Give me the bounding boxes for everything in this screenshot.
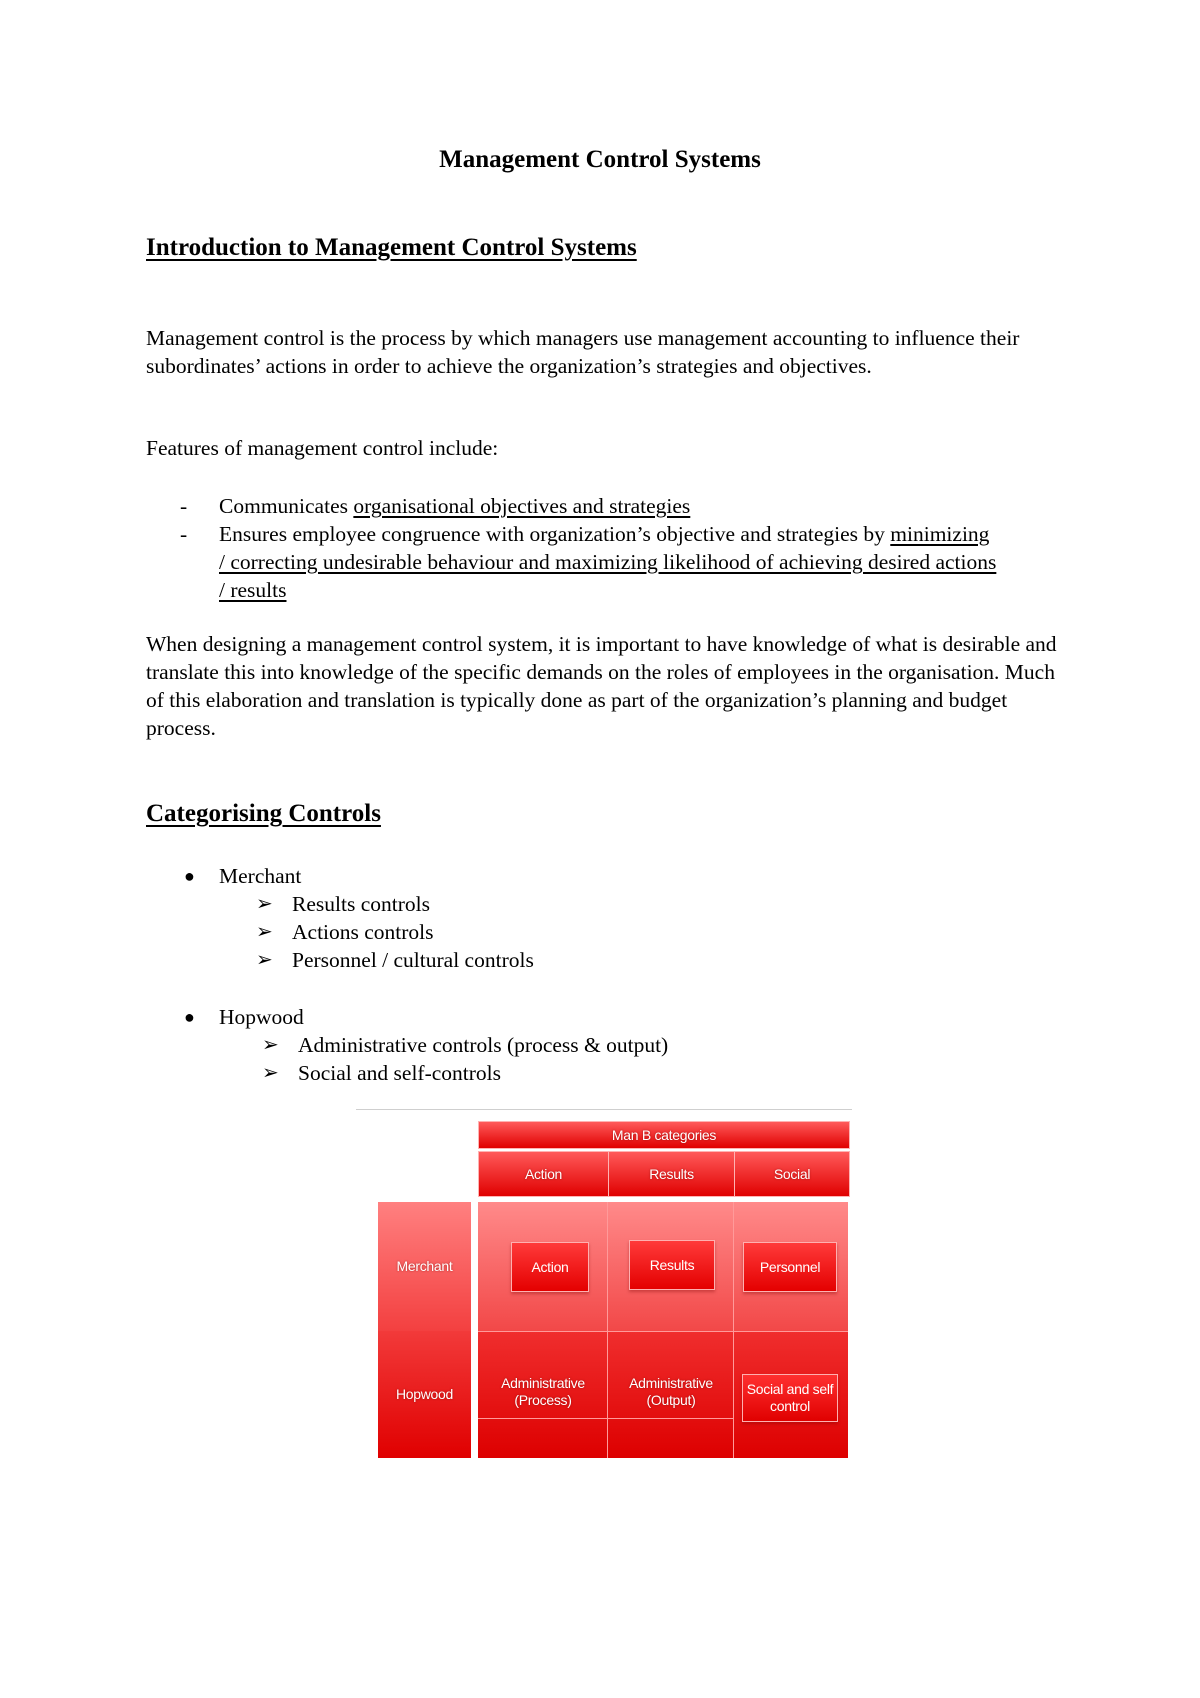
diagram-top-header: Man B categories <box>478 1121 850 1149</box>
column-header: Results <box>608 1151 735 1197</box>
column-header: Action <box>478 1151 609 1197</box>
arrow-bullet-icon: ➢ <box>256 949 273 971</box>
grid-divider <box>733 1202 734 1458</box>
feature-text: Communicates <box>219 494 354 518</box>
feature-underlined: organisational objectives and strategies <box>353 494 691 518</box>
categorising-heading: Categorising Controls <box>146 800 381 827</box>
merchant-personnel-cell: Personnel <box>743 1242 837 1292</box>
sub-item-label: Personnel / cultural controls <box>292 948 534 972</box>
dash-bullet: - <box>180 494 188 518</box>
row-label-hopwood: Hopwood <box>378 1331 471 1458</box>
hopwood-social-cell: Social and self control <box>742 1374 838 1422</box>
sub-item-label: Results controls <box>292 892 430 916</box>
grid-divider <box>607 1202 608 1458</box>
arrow-bullet-icon: ➢ <box>256 921 273 943</box>
grid-divider <box>478 1418 733 1419</box>
bullet-icon: ● <box>184 866 195 886</box>
bullet-icon: ● <box>184 1007 195 1027</box>
hopwood-admin-output-cell: Administrative (Output) <box>629 1375 713 1408</box>
merchant-action-cell: Action <box>511 1242 589 1292</box>
control-categories-diagram <box>356 1109 852 1459</box>
intro-paragraph: Management control is the process by which managers use management accounting to influence their subordinates’ actions in order to achieve the organization’s strategies and objectives. <box>146 326 1020 378</box>
sub-item-label: Actions controls <box>292 920 434 944</box>
feature-text: Ensures employee congruence with organization’s objective and strategies by <box>219 522 891 546</box>
group-name: Merchant <box>219 864 302 888</box>
column-header: Social <box>734 1151 850 1197</box>
sub-item-label: Social and self-controls <box>298 1061 502 1085</box>
design-paragraph: When designing a management control system, it is important to have knowledge of what is desirable and translate this into knowledge of the specific demands on the roles of employees in the organisation. Much of this elaboration and translation is typically done as part of the organization’s planning and budget process. <box>146 632 1057 740</box>
arrow-bullet-icon: ➢ <box>262 1062 279 1084</box>
divider <box>356 1109 852 1110</box>
hopwood-admin-process-cell: Administrative (Process) <box>501 1375 585 1408</box>
merchant-results-cell: Results <box>629 1240 715 1290</box>
arrow-bullet-icon: ➢ <box>256 893 273 915</box>
row-label-merchant: Merchant <box>378 1202 471 1331</box>
feature-underlined: minimizing / correcting undesirable behaviour and maximizing likelihood of achieving desired actions / results <box>219 522 997 602</box>
grid-divider <box>478 1331 848 1332</box>
features-lead: Features of management control include: <box>146 436 499 460</box>
document-title: Management Control Systems <box>439 146 761 173</box>
dash-bullet: - <box>180 522 188 546</box>
group-name: Hopwood <box>219 1005 304 1029</box>
arrow-bullet-icon: ➢ <box>262 1034 279 1056</box>
intro-heading: Introduction to Management Control Systems <box>146 234 637 261</box>
sub-item-label: Administrative controls (process & output) <box>298 1033 669 1057</box>
